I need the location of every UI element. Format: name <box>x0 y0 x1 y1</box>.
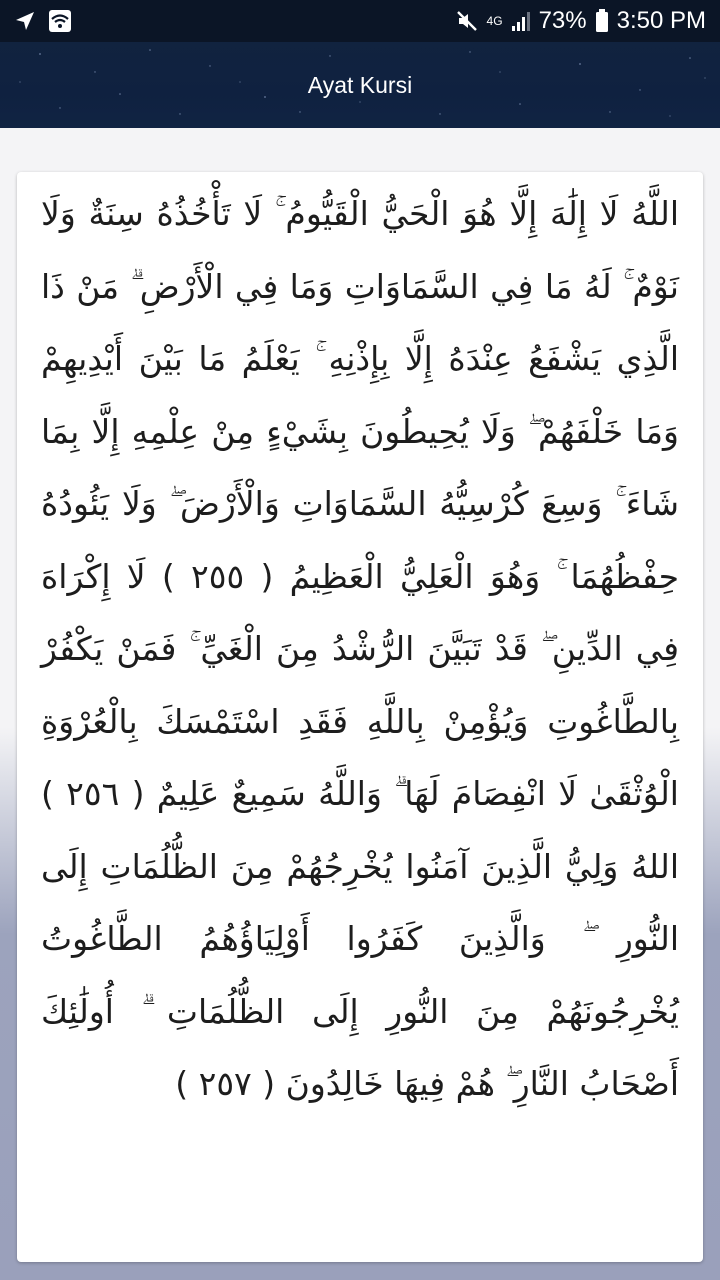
navigation-arrow-icon <box>14 10 36 32</box>
app-header <box>0 42 720 128</box>
status-bar <box>0 0 720 42</box>
battery-icon <box>595 9 609 33</box>
verse-card <box>17 172 703 1262</box>
network-type-label: 4G <box>486 14 503 28</box>
battery-percent: 73% <box>538 7 587 34</box>
signal-icon <box>511 10 531 32</box>
status-left-group <box>14 9 72 33</box>
clock-time: 3:50 PM <box>616 7 706 34</box>
page-title: Ayat Kursi <box>307 71 413 98</box>
status-right-group <box>455 7 706 35</box>
wifi-icon <box>48 9 72 33</box>
mute-icon <box>455 9 479 33</box>
verse-text: اللَّهُ لَا إِلَٰهَ إِلَّا هُوَ الْحَيُّ الْقَيُّومُ ۚ لَا تَأْخُذُهُ سِنَةٌ وَلَا نَوْمٌ ۚ لَهُ مَا فِي السَّمَاوَاتِ وَمَا فِي الْأَرْضِ ۗ مَنْ ذَا الَّذِي يَشْفَعُ عِنْدَهُ إِلَّا بِإِذْنِهِ ۚ يَعْلَمُ مَا بَيْنَ أَيْدِيهِمْ وَمَا خَلْفَهُمْ ۖ وَلَا يُحِيطُونَ بِشَيْءٍ مِنْ عِلْمِهِ إِلَّا بِمَا شَاءَ ۚ وَسِعَ كُرْسِيُّهُ السَّمَاوَاتِ وَالْأَرْضَ ۖ وَلَا يَئُودُهُ حِفْظُهُمَا ۚ وَهُوَ الْعَلِيُّ الْعَظِيمُ ( ٢٥٥ ) لَا إِكْرَاهَ فِي الدِّينِ ۖ قَدْ تَبَيَّنَ الرُّشْدُ مِنَ الْغَيِّ ۚ فَمَنْ يَكْفُرْ بِالطَّاغُوتِ وَيُؤْمِنْ بِاللَّهِ فَقَدِ اسْتَمْسَكَ بِالْعُرْوَةِ الْوُثْقَىٰ لَا انْفِصَامَ لَهَا ۗ وَاللَّهُ سَمِيعٌ عَلِيمٌ ( ٢٥٦ ) اللهُ وَلِيُّ الَّذِينَ آمَنُوا يُخْرِجُهُمْ مِنَ الظُّلُمَاتِ إِلَى النُّورِ ۖ وَالَّذِينَ كَفَرُوا أَوْلِيَاؤُهُمُ الطَّاغُوتُ يُخْرِجُونَهُمْ مِنَ النُّورِ إِلَى الظُّلُمَاتِ ۗ أُولَٰئِكَ أَصْحَابُ النَّارِ ۖ هُمْ فِيهَا خَالِدُونَ ( ٢٥٧ ) <box>41 194 679 1103</box>
